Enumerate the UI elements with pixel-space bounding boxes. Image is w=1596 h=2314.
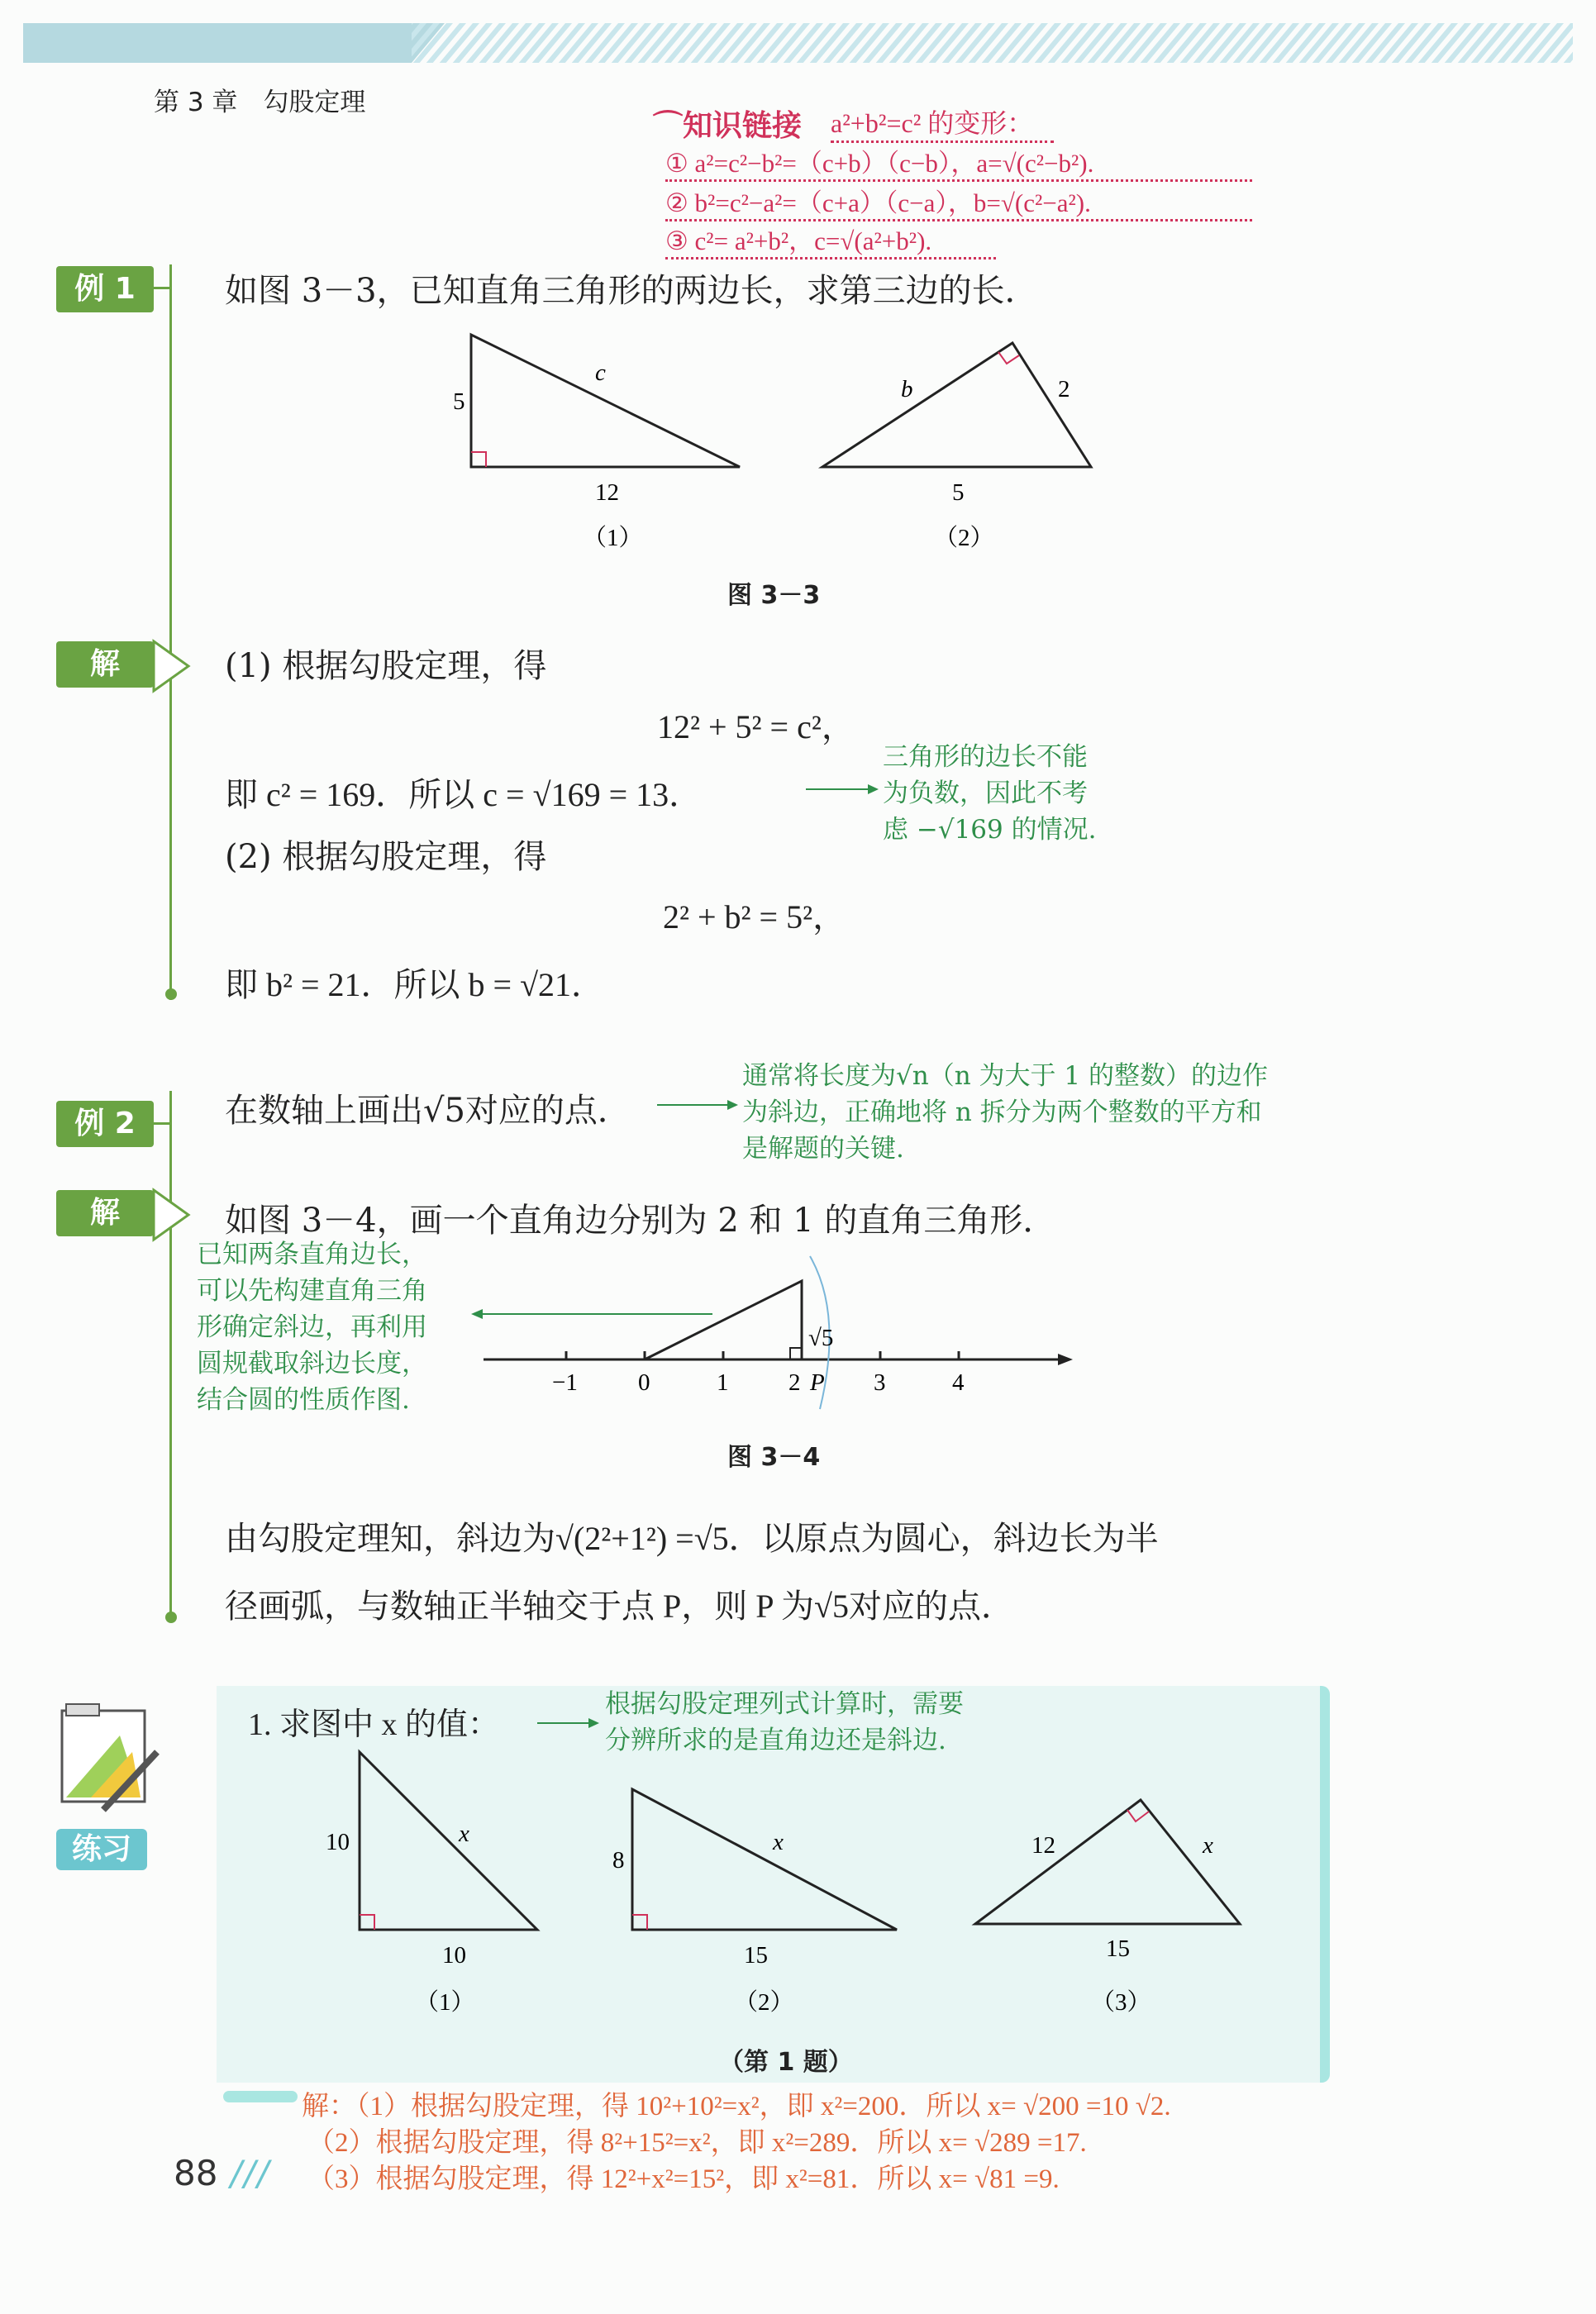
solution-2-tag: 解 xyxy=(56,1190,154,1236)
chapter-title: 第 3 章 勾股定理 xyxy=(154,88,366,117)
tri1-hyp: c xyxy=(595,359,606,386)
note-arrow-4 xyxy=(537,1715,603,1731)
fig2-left: 8 xyxy=(612,1847,625,1874)
rule-end-dot xyxy=(165,988,177,1000)
practice-caption: （第 1 题） xyxy=(719,2048,853,2077)
header-band xyxy=(23,23,1573,63)
tick-label: 2 xyxy=(788,1369,801,1396)
tick-label: 0 xyxy=(638,1369,650,1396)
fig3-hyp: x xyxy=(1203,1832,1213,1859)
tri2-side-bottom: 5 xyxy=(952,479,965,506)
solution-1-eq-2: 2² + b² = 5²， xyxy=(663,898,846,936)
rule-end-dot xyxy=(165,1612,177,1623)
practice-note: 根据勾股定理列式计算时，需要 分辨所求的是直角边还是斜边. xyxy=(605,1689,964,1755)
fig1-label: （1） xyxy=(415,1989,475,2016)
practice-icon xyxy=(41,1686,161,1818)
answer-2: （2）根据勾股定理，得 8²+15²=x²，即 x²=289．所以 x= √289 =17. xyxy=(307,2128,1087,2158)
axis-ticks xyxy=(552,1351,965,1396)
practice-triangle-2 xyxy=(612,1789,897,2016)
fig3-bottom: 15 xyxy=(1106,1935,1130,1962)
tri1-label: （1） xyxy=(583,525,643,551)
solution-1-step-1: (1) 根据勾股定理，得 xyxy=(225,647,547,685)
fig1-bottom: 10 xyxy=(442,1942,466,1969)
tri2-side-left: b xyxy=(901,376,913,402)
point-p-label: P xyxy=(810,1369,825,1396)
solution-1-line-4: 即 b² = 21．所以 b = √21． xyxy=(225,966,605,1003)
solution-2-line-2: 由勾股定理知，斜边为√(2²+1²) =√5．以原点为圆心，斜边长为半 xyxy=(225,1520,1159,1557)
fig3-label: （3） xyxy=(1091,1989,1151,2016)
figure-3-4-caption: 图 3－4 xyxy=(727,1443,821,1472)
triangle-2 xyxy=(822,343,1091,551)
note-arrow-2 xyxy=(657,1097,740,1113)
page-slash-decoration: /// xyxy=(217,2153,271,2193)
solution-1-eq-1: 12² + 5² = c²， xyxy=(657,708,855,745)
example-1-tag: 例 1 xyxy=(56,266,154,312)
link-icon: ⌒ xyxy=(653,109,684,143)
rule-tick xyxy=(154,287,170,289)
fig1-hyp: x xyxy=(459,1821,469,1847)
solution-1-note: 三角形的边长不能 为负数，因此不考 虑 −√169 的情况. xyxy=(883,742,1097,845)
rule-tick xyxy=(154,1122,170,1125)
knowledge-link-line-2: ② b²=c²−a²=（c+a）（c−a），b=√(c²−a²). xyxy=(665,182,1252,221)
answer-accent-bar xyxy=(223,2091,298,2102)
figure-3-3-caption: 图 3－3 xyxy=(727,581,821,610)
knowledge-link-title: ⌒知识链接 xyxy=(653,109,803,143)
example-2-question: 在数轴上画出√5对应的点． xyxy=(225,1092,631,1130)
knowledge-link-line-3: ③ c²= a²+b²，c=√(a²+b²). xyxy=(665,220,996,259)
answer-1: 解：（1）根据勾股定理，得 10²+10²=x²，即 x²=200．所以 x= √200 =10 √2. xyxy=(302,2092,1171,2121)
practice-figures xyxy=(314,1744,1265,2025)
tick-label: 1 xyxy=(717,1369,729,1396)
tick-label: 3 xyxy=(874,1369,886,1396)
solution-1-step-2: (2) 根据勾股定理，得 xyxy=(225,838,547,876)
tri1-side-bottom: 12 xyxy=(595,479,619,506)
tick-label: −1 xyxy=(552,1369,578,1396)
page-number: 88 /// xyxy=(174,2153,271,2193)
knowledge-link-line-1: ① a²=c²−b²=（c+b）（c−b），a=√(c²−b²). xyxy=(665,142,1252,182)
fig2-bottom: 15 xyxy=(744,1942,768,1969)
triangle-1 xyxy=(453,335,740,551)
practice-tag: 练习 xyxy=(56,1829,147,1870)
knowledge-link-subtitle: a²+b²=c² 的变形： xyxy=(831,102,1054,143)
example-2-rule xyxy=(169,1091,172,1620)
example-2-note: 通常将长度为√n（n 为大于 1 的整数）的边作 为斜边，正确地将 n 拆分为两个整数的平方和 是解题的关键. xyxy=(742,1061,1268,1164)
sqrt5-label: √5 xyxy=(808,1325,834,1351)
solution-2-line-3: 径画弧，与数轴正半轴交于点 P，则 P 为√5对应的点． xyxy=(225,1588,1014,1625)
solution-1-line-2: 即 c² = 169．所以 c = √169 = 13． xyxy=(225,776,703,813)
fig2-hyp: x xyxy=(773,1829,784,1855)
note-arrow-1 xyxy=(806,781,880,798)
fig2-label: （2） xyxy=(734,1989,794,2016)
fig3-left: 12 xyxy=(1031,1832,1055,1859)
tri1-side-left: 5 xyxy=(453,388,465,415)
practice-question-1: 1. 求图中 x 的值： xyxy=(248,1707,500,1742)
solution-1-tag: 解 xyxy=(56,641,154,688)
practice-triangle-1 xyxy=(326,1752,537,2016)
tri2-side-right: 2 xyxy=(1058,376,1070,402)
figure-3-4 xyxy=(479,1256,1074,1409)
tri2-label: （2） xyxy=(934,525,994,551)
example-1-rule xyxy=(169,264,172,1000)
figure-3-3 xyxy=(446,326,1108,558)
example-2-tag: 例 2 xyxy=(56,1101,154,1147)
practice-triangle-3 xyxy=(975,1800,1240,2016)
fig1-left: 10 xyxy=(326,1829,350,1855)
solution-2-line-1: 如图 3－4，画一个直角边分别为 2 和 1 的直角三角形． xyxy=(225,1202,1056,1240)
tick-label: 4 xyxy=(952,1369,965,1396)
solution-2-note: 已知两条直角边长， 可以先构建直角三角 形确定斜边，再利用 圆规截取斜边长度， 结合圆的性质作图. xyxy=(197,1240,427,1415)
example-1-question: 如图 3－3，已知直角三角形的两边长，求第三边的长． xyxy=(225,272,1038,310)
answer-3: （3）根据勾股定理，得 12²+x²=15²，即 x²=81．所以 x= √81 =9. xyxy=(307,2164,1060,2194)
